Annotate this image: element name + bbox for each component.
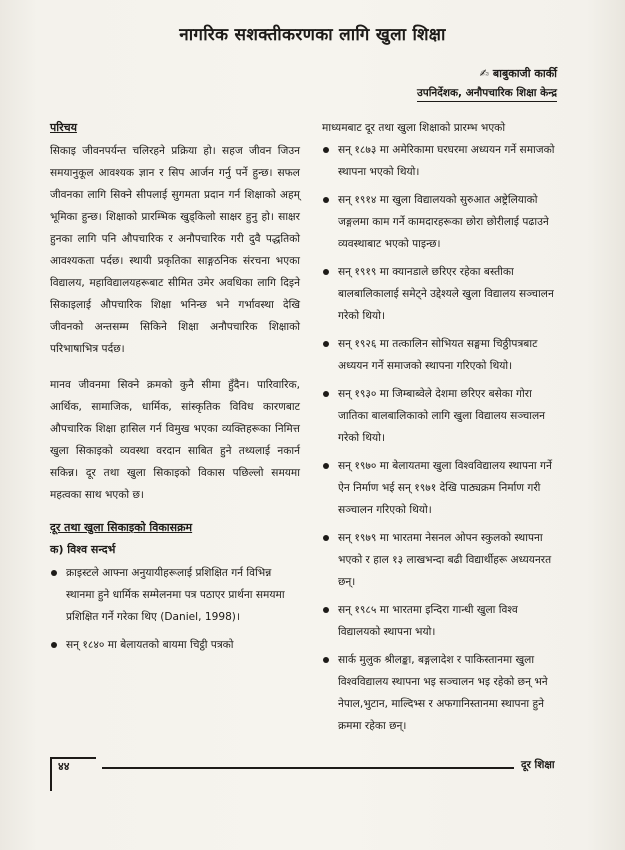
list-item: सन् १८४० मा बेलायतको बायमा चिट्ठी पत्रको	[50, 634, 300, 656]
list-item: सन् १९१९ मा क्यानडाले छरिएर रहेका बस्तीका बालबालिकालाई समेट्ने उद्देश्यले खुला विद्यालय सञ्चालन गरेको थियो।	[322, 261, 562, 327]
list-item: सन् १९३० मा जिम्बाब्वेले देशमा छरिएर बसेका गोरा जातिका बालबालिकाको लागि खुला विद्यालय सञ्चालन गरेको थियो।	[322, 383, 562, 449]
left-column	[50, 118, 300, 662]
right-column	[322, 117, 562, 743]
list-item: सन् १९७० मा बेलायतमा खुला विश्वविद्यालय स्थापना गर्ने ऐन निर्माण भई सन् १९७१ देखि पाठ्यक्रम निर्माण गरी सञ्चालन गरिएको थियो।	[322, 455, 562, 521]
continuation-line: माध्यमबाट दूर तथा खुला शिक्षाको प्रारम्भ भएको	[322, 122, 506, 134]
world-context-subheading: क) विश्व सन्दर्भ	[50, 543, 116, 556]
journal-name: दूर शिक्षा	[521, 759, 555, 771]
left-bullet-list	[50, 562, 300, 656]
page-number: ४४	[58, 760, 70, 773]
intro-paragraph: सिकाइ जीवनपर्यन्त चलिरहने प्रक्रिया हो। सहज जीवन जिउन समयानुकूल आवश्यक ज्ञान र सिप आर्जन गर्नु पर्ने हुन्छ। सफल जीवनका लागि सिक्ने सीपलाई सुगमता प्रदान गर्न शिक्षाको अहम् भूमिका हुन्छ। शिक्षाको प्रारम्भिक खुड्किलो साक्षर हुनु हो। साक्षर हुनका लागि पनि औपचारिक र अनौपचारिक गरी दुवै पद्धतिको आवश्यकता पर्दछ। स्थायी प्रकृतिका साङ्गठनिक संरचना भएका विद्यालय, महाविद्यालयहरूबाट सीमित उमेर अवधिका लागि दिइने सिकाइलाई औपचारिक शिक्षा भनिन्छ भने गर्भावस्था देखि जीवनको अन्तसम्म सिकिने शिक्षा अनौपचारिक शिक्षाको परिभाषाभित्र पर्दछ।	[50, 145, 300, 355]
author-line	[480, 66, 557, 81]
list-item: क्राइस्टले आफ्ना अनुयायीहरूलाई प्रशिक्षित गर्न विभिन्न स्थानमा हुने धार्मिक सम्मेलनमा पत्र पठाएर प्रार्थना समयमा प्रशिक्षित गर्ने गरेका थिए (Daniel, 1998)।	[50, 562, 300, 628]
author-designation: उपनिर्देशक, अनौपचारिक शिक्षा केन्द्र	[417, 86, 557, 102]
footer-bracket	[50, 757, 96, 791]
list-item: सन् १९१४ मा खुला विद्यालयको सुरुआत अष्ट्रेलियाको जङ्गलमा काम गर्ने कामदारहरूका छोरा छोरीलाई पढाउने व्यवस्थाबाट भएको पाइन्छ।	[322, 189, 562, 255]
list-item: सन् १८७३ मा अमेरिकामा घरघरमा अध्ययन गर्ने समाजको स्थापना भएको थियो।	[322, 139, 562, 183]
footer-rule	[102, 767, 514, 769]
development-heading: दूर तथा खुला सिकाइको विकासक्रम	[50, 521, 193, 534]
author-mark-icon: ✍	[479, 67, 489, 80]
list-item: सन् १९७९ मा भारतमा नेसनल ओपन स्कुलको स्थापना भएको र हाल १३ लाखभन्दा बढी विद्यार्थीहरू अध्ययनरत छन्।	[322, 527, 562, 593]
right-bullet-list	[322, 139, 562, 737]
list-item: सन् १९८५ मा भारतमा इन्दिरा गान्धी खुला विश्व विद्यालयको स्थापना भयो।	[322, 599, 562, 643]
intro-heading: परिचय	[50, 121, 77, 134]
list-item: सन् १९२६ मा तत्कालिन सोभियत सङ्घमा चिठ्ठीपत्रबाट अध्ययन गर्ने समाजको स्थापना गरिएको थियो।	[322, 333, 562, 377]
list-item: सार्क मुलुक श्रीलङ्का, बङ्गलादेश र पाकिस्तानमा खुला विश्वविद्यालय स्थापना भइ सञ्चालन भइ रहेको छन् भने नेपाल,भुटान, माल्दिभ्स र अफगानिस्तानमा स्थापना हुने क्रममा रहेका छन्।	[322, 649, 562, 737]
author-name: बाबुकाजी कार्की	[492, 67, 557, 80]
article-title: नागरिक सशक्तीकरणका लागि खुला शिक्षा	[179, 25, 446, 45]
second-paragraph: मानव जीवनमा सिक्ने क्रमको कुनै सीमा हुँदैन। पारिवारिक, आर्थिक, सामाजिक, धार्मिक, सांस्कृतिक विविध कारणबाट औपचारिक शिक्षा हासिल गर्न विमुख भएका व्यक्तिहरूका निमित्त खुला सिकाइको व्यवस्था वरदान साबित हुने तथ्यलाई नकार्न सकिन्न। दूर तथा खुला सिकाइको विकास पछिल्लो समयमा महत्वका साथ भएको छ।	[50, 379, 300, 501]
